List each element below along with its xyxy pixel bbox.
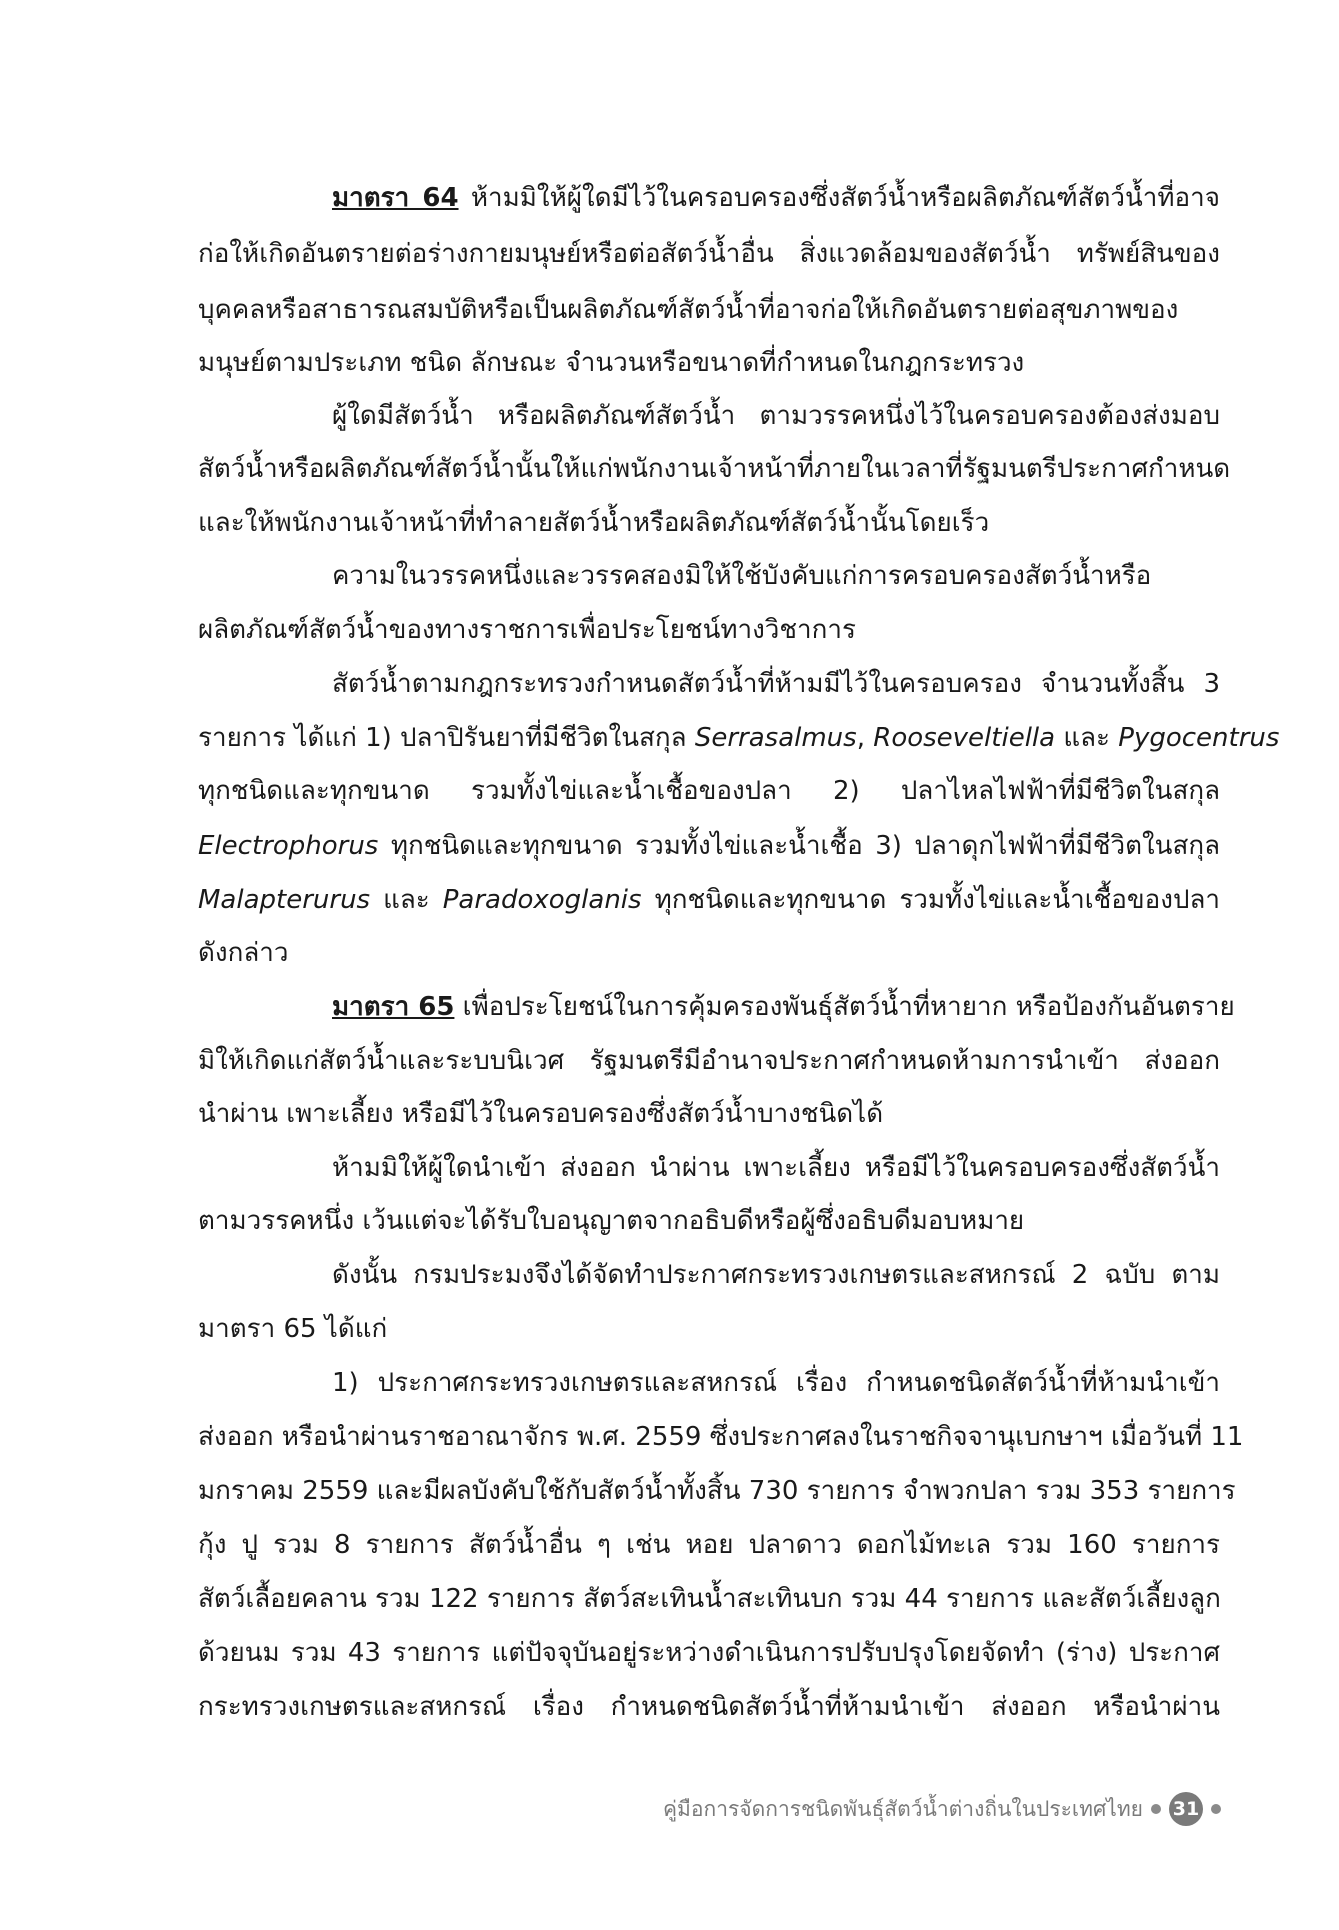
section-65-line-1: มาตรา 65 เพื่อประโยชน์ในการคุ้มครองพันธุ์สัตว์น้ำที่หายาก หรือป้องกันอันตราย: [332, 992, 1235, 1022]
section-64-p4-line-3: ทุกชนิดและทุกขนาด รวมทั้งไข่และน้ำเชื้อของปลา 2) ปลาไหลไฟฟ้าที่มีชีวิตในสกุล: [198, 776, 1220, 806]
section-65-heading: มาตรา 65: [332, 992, 455, 1022]
section-65-p4-line-7: กระทรวงเกษตรและสหกรณ์ เรื่อง กำหนดชนิดสัตว์น้ำที่ห้ามนำเข้า ส่งออก หรือนำผ่าน: [198, 1692, 1220, 1722]
genus-rooseveltiella: Rooseveltiella: [873, 723, 1056, 753]
section-64-p2-line-1: ผู้ใดมีสัตว์น้ำ หรือผลิตภัณฑ์สัตว์น้ำ ตามวรรคหนึ่งไว้ในครอบครองต้องส่งมอบ: [332, 401, 1220, 431]
section-65-p4-line-3: มกราคม 2559 และมีผลบังคับใช้กับสัตว์น้ำทั้งสิ้น 730 รายการ จำพวกปลา รวม 353 รายการ: [198, 1476, 1236, 1506]
section-64-line-1: มาตรา 64 ห้ามมิให้ผู้ใดมีไว้ในครอบครองซึ่งสัตว์น้ำหรือผลิตภัณฑ์สัตว์น้ำที่อาจ: [332, 183, 1220, 213]
section-64-p4-line-4: Electrophorus ทุกชนิดและทุกขนาด รวมทั้งไข่และน้ำเชื้อ 3) ปลาดุกไฟฟ้าที่มีชีวิตในสกุล: [198, 831, 1220, 861]
footer-dot-left-icon: [1151, 1804, 1161, 1814]
section-65-line-3: นำผ่าน เพาะเลี้ยง หรือมีไว้ในครอบครองซึ่งสัตว์น้ำบางชนิดได้: [198, 1099, 884, 1129]
section-65-p4-line-5: สัตว์เลื้อยคลาน รวม 122 รายการ สัตว์สะเทินน้ำสะเทินบก รวม 44 รายการ และสัตว์เลี้ยงลูก: [198, 1584, 1221, 1614]
genus-electrophorus: Electrophorus: [198, 831, 379, 861]
section-64-line-4: มนุษย์ตามประเภท ชนิด ลักษณะ จำนวนหรือขนาดที่กำหนดในกฎกระทรวง: [198, 348, 1025, 378]
section-64-line-3: บุคคลหรือสาธารณสมบัติหรือเป็นผลิตภัณฑ์สัตว์น้ำที่อาจก่อให้เกิดอันตรายต่อสุขภาพของ: [198, 295, 1179, 325]
footer-dot-right-icon: [1211, 1804, 1221, 1814]
section-64-heading: มาตรา 64: [332, 183, 459, 213]
section-64-p3-line-2: ผลิตภัณฑ์สัตว์น้ำของทางราชการเพื่อประโยชน์ทางวิชาการ: [198, 615, 856, 645]
section-64-p4-line-5: Malapterurus และ Paradoxoglanis ทุกชนิดและทุกขนาด รวมทั้งไข่และน้ำเชื้อของปลา: [198, 885, 1220, 915]
section-64-line-2: ก่อให้เกิดอันตรายต่อร่างกายมนุษย์หรือต่อสัตว์น้ำอื่น สิ่งแวดล้อมของสัตว์น้ำ ทรัพย์สินของ: [198, 239, 1220, 269]
section-65-p3-line-2: มาตรา 65 ได้แก่: [198, 1314, 388, 1344]
section-65-p4-line-4: กุ้ง ปู รวม 8 รายการ สัตว์น้ำอื่น ๆ เช่น หอย ปลาดาว ดอกไม้ทะเล รวม 160 รายการ: [198, 1530, 1220, 1560]
section-64-p4-line-6: ดังกล่าว: [198, 938, 289, 968]
genus-malapterurus: Malapterurus: [198, 885, 371, 915]
section-64-p4-line-2: รายการ ได้แก่ 1) ปลาปิรันยาที่มีชีวิตในสกุล Serrasalmus, Rooseveltiella และ Pygocentrus: [198, 723, 1280, 753]
section-65-p4-line-2: ส่งออก หรือนำผ่านราชอาณาจักร พ.ศ. 2559 ซึ่งประกาศลงในราชกิจจานุเบกษาฯ เมื่อวันที่ 11: [198, 1422, 1244, 1452]
section-64-p3-line-1: ความในวรรคหนึ่งและวรรคสองมิให้ใช้บังคับแก่การครอบครองสัตว์น้ำหรือ: [332, 561, 1152, 591]
page-footer: [663, 1789, 1221, 1829]
genus-paradoxoglanis: Paradoxoglanis: [442, 885, 642, 915]
section-65-p3-line-1: ดังนั้น กรมประมงจึงได้จัดทำประกาศกระทรวงเกษตรและสหกรณ์ 2 ฉบับ ตาม: [332, 1260, 1220, 1290]
section-65-p4-line-6: ด้วยนม รวม 43 รายการ แต่ปัจจุบันอยู่ระหว่างดำเนินการปรับปรุงโดยจัดทำ (ร่าง) ประกาศ: [198, 1638, 1220, 1668]
section-64-p4-line-1: สัตว์น้ำตามกฎกระทรวงกำหนดสัตว์น้ำที่ห้ามมีไว้ในครอบครอง จำนวนทั้งสิ้น 3: [332, 669, 1220, 699]
section-65-p2-line-2: ตามวรรคหนึ่ง เว้นแต่จะได้รับใบอนุญาตจากอธิบดีหรือผู้ซึ่งอธิบดีมอบหมาย: [198, 1206, 1025, 1236]
genus-serrasalmus: Serrasalmus: [694, 723, 857, 753]
section-65-p4-line-1: 1) ประกาศกระทรวงเกษตรและสหกรณ์ เรื่อง กำหนดชนิดสัตว์น้ำที่ห้ามนำเข้า: [332, 1368, 1220, 1398]
section-64-p2-line-3: และให้พนักงานเจ้าหน้าที่ทำลายสัตว์น้ำหรือผลิตภัณฑ์สัตว์น้ำนั้นโดยเร็ว: [198, 508, 990, 538]
genus-pygocentrus: Pygocentrus: [1118, 723, 1280, 753]
section-65-p2-line-1: ห้ามมิให้ผู้ใดนำเข้า ส่งออก นำผ่าน เพาะเลี้ยง หรือมีไว้ในครอบครองซึ่งสัตว์น้ำ: [332, 1153, 1220, 1183]
section-64-p2-line-2: สัตว์น้ำหรือผลิตภัณฑ์สัตว์น้ำนั้นให้แก่พนักงานเจ้าหน้าที่ภายในเวลาที่รัฐมนตรีประกาศกำหนด: [198, 454, 1231, 484]
footer-title: คู่มือการจัดการชนิดพันธุ์สัตว์น้ำต่างถิ่นในประเทศไทย: [663, 1796, 1143, 1821]
section-65-line-2: มิให้เกิดแก่สัตว์น้ำและระบบนิเวศ รัฐมนตรีมีอำนาจประกาศกำหนดห้ามการนำเข้า ส่งออก: [198, 1046, 1220, 1076]
page-number: 31: [1169, 1792, 1203, 1826]
